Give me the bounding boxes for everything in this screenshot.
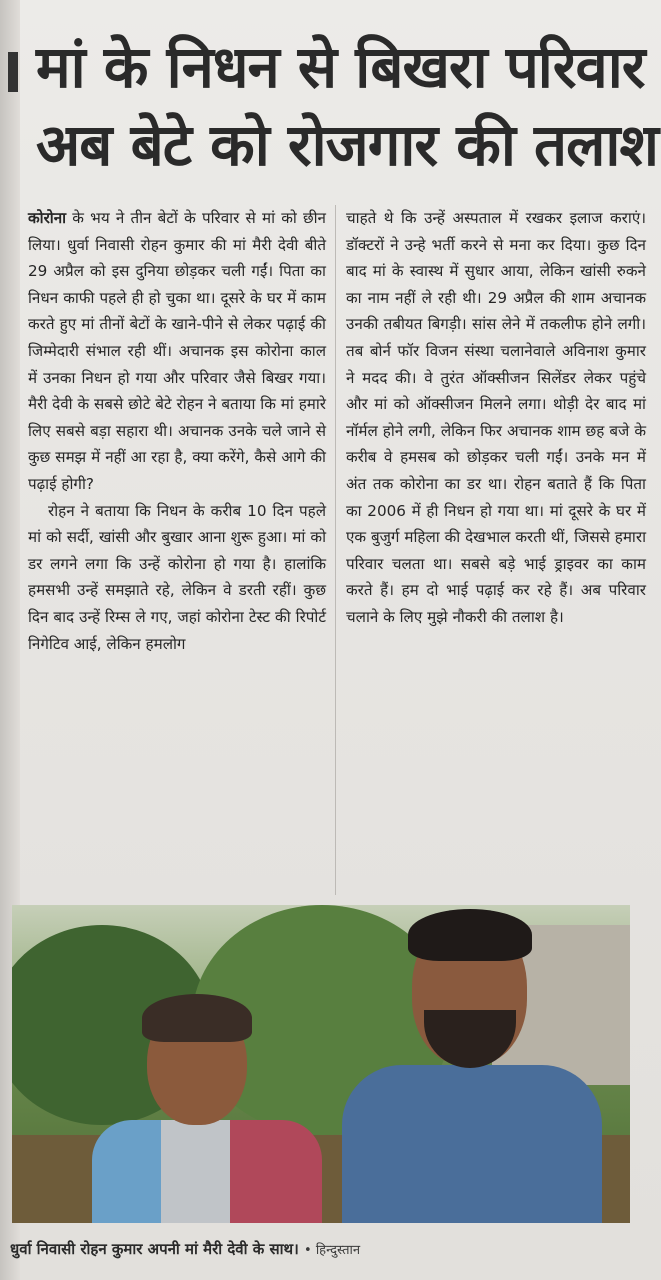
article-paragraph-1-text: के भय ने तीन बेटों के परिवार से मां को छीन लिया। धुर्वा निवासी रोहन कुमार की मां मैरी देवी बीते 29 अप्रैल को इस दुनिया छोड़कर चली गईं। पिता का निधन काफी पहले ही हो चुका था। दूसरे के घर में काम करते हुए मां तीनों बेटों के खाने-पीने से लेकर पढ़ाई की जिम्मेदारी संभाल रही थीं। अचानक इस कोरोना काल में उनका निधन हो गया और परिवार जैसे बिखर गया। मैरी देवी के सबसे छोटे बेटे रोहन ने बताया कि मां हमारे लिए सबसे बड़ा सहारा थी। अचानक उनके चले जाने से कुछ समझ में नहीं आ रहा है, क्या करेंगे, कैसे आगे की पढ़ाई होगी? — [28, 209, 326, 493]
headline-line-2: अब बेटे को रोजगार की तलाश — [36, 111, 658, 179]
photo-caption — [10, 1234, 630, 1266]
photo-credit: • हिन्दुस्तान — [304, 1243, 361, 1258]
man-hair — [408, 909, 532, 961]
man-shirt — [342, 1065, 602, 1223]
headline — [10, 28, 658, 184]
article-photo — [12, 905, 630, 1223]
article-paragraph-2: रोहन ने बताया कि निधन के करीब 10 दिन पहले मां को सर्दी, खांसी और बुखार आना शुरू हुआ। मां को डर लगने लगा कि उन्हें कोरोना हो गया है। हालांकि हमसभी उन्हें समझाते रहे, लेकिन वे डरती रहीं। कुछ दिन बाद उन्हें रिम्स ले गए, जहां कोरोना टेस्ट की रिपोर्ट निगेटिव आई, लेकिन हमलोग — [28, 501, 326, 653]
column-divider — [335, 205, 336, 895]
headline-line-1: मां के निधन से बिखरा परिवार — [36, 33, 645, 101]
article-column-right — [346, 205, 646, 631]
woman-hair — [142, 994, 252, 1042]
article-column-left — [28, 205, 326, 657]
photo-woman-figure — [92, 1000, 312, 1223]
article-lead-word: कोरोना — [28, 209, 67, 227]
man-beard — [424, 1010, 516, 1068]
photo-caption-text: धुर्वा निवासी रोहन कुमार अपनी मां मैरी देवी के साथ। — [10, 1240, 299, 1258]
woman-saree — [92, 1120, 322, 1223]
photo-man-figure — [332, 915, 612, 1223]
article-paragraph-3: चाहते थे कि उन्हें अस्पताल में रखकर इलाज कराएं। डॉक्टरों ने उन्हे भर्ती करने से मना कर दिया। कुछ दिन बाद मां के स्वास्थ में सुधार आया, लेकिन खांसी रुकने का नाम नहीं ले रही थी। 29 अप्रैल की शाम अचानक उनकी तबीयत बिगड़ी। सांस लेने में तकलीफ होने लगी। तब बोर्न फॉर विजन संस्था चलानेवाले अविनाश कुमार ने मदद की। वे तुरंत ऑक्सीजन सिलेंडर लेकर पहुंचे और मां को ऑक्सीजन मिलने लगा। थोड़ी देर बाद मां नॉर्मल होने लगी, लेकिन फिर अचानक शाम छह बजे के करीब वे हमसब को छोड़कर चली गईं। उनके मन में अंत तक कोरोना का डर था। रोहन बताते हैं कि पिता का 2006 में ही निधन हो गया था। मां दूसरे के घर में एक बुजुर्ग महिला की देखभाल करती थीं, जिससे हमारा परिवार चलता था। सबसे बड़े भाई ड्राइवर का काम करते हैं। हम दो भाई पढ़ाई कर रहे हैं। अब परिवार चलाने के लिए मुझे नौकरी की तलाश है। — [346, 209, 646, 626]
article-paragraph-1 — [28, 205, 326, 498]
